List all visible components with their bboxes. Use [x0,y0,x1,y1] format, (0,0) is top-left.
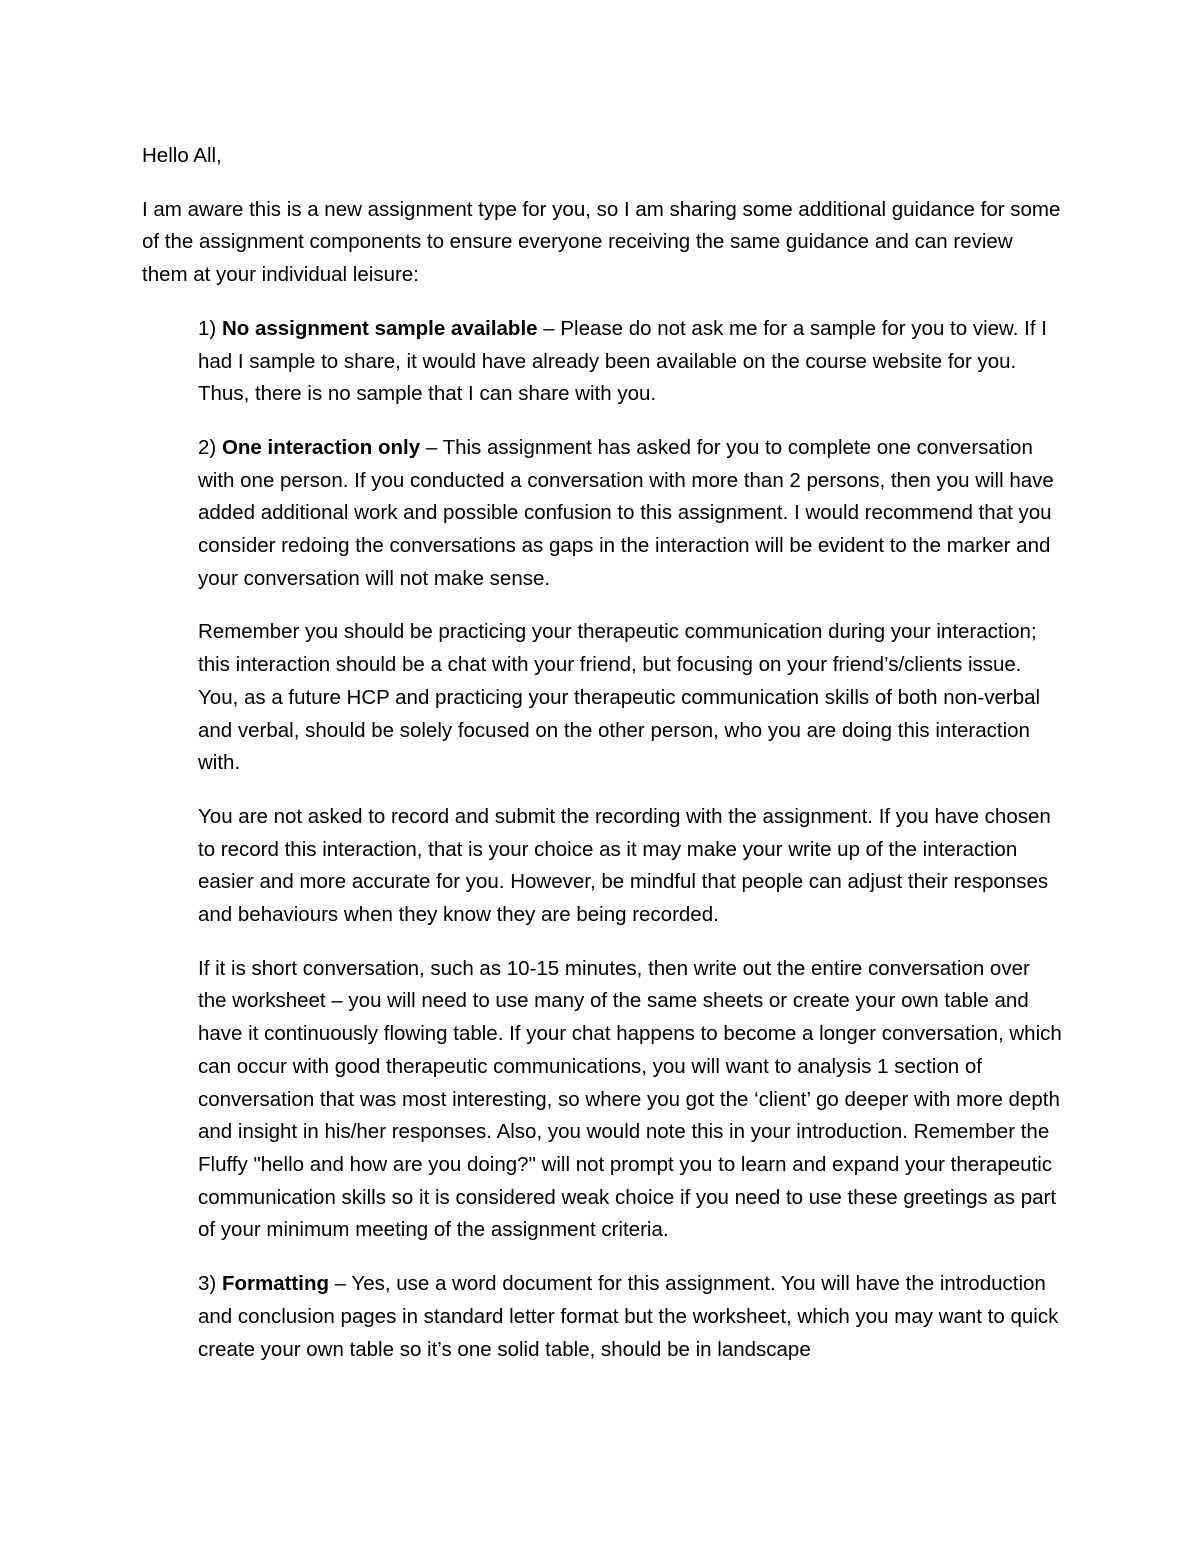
paragraph-remember: Remember you should be practicing your therapeutic communication during your interaction; this interaction should be a chat with your friend, but focusing on your friend’s/clients issue. You, as a future HCP and practicing your therapeutic communication skills of both non-verbal and verbal, should be solely focused on the other person, who you are doing this interaction with. [198,620,1041,775]
intro-paragraph: I am aware this is a new assignment type for you, so I am sharing some additional guidance for some of the assignment components to ensure everyone receiving the same guidance and can review them at your individual leisure: [142,197,1061,287]
item-number: 2) [198,435,217,459]
item-formatting [198,1268,1062,1366]
item-no-sample [198,313,1062,411]
greeting: Hello All, [142,144,222,167]
item-number: 1) [198,316,217,340]
item-dash: – [334,1272,347,1296]
item-title: No assignment sample available [221,316,538,340]
item-title: One interaction only [221,435,421,459]
item-dash: – [543,316,555,340]
paragraph-recording: You are not asked to record and submit the recording with the assignment. If you have chosen to record this interaction, that is your choice as it may make your write up of the interaction easier and more accurate for you. However, be mindful that people can adjust their responses and behaviours when they know they are being recorded. [198,804,1051,927]
item-one-interaction [198,432,1062,596]
document-body [142,140,1062,1387]
item-text: This assignment has asked for you to complete one conversation with one person. If you conducted a conversation with more than 2 persons, then you will have added additional work and possible confusion to this assignment. I would recommend that you consider redoing the conversations as gaps in the interaction will be evident to the marker and your conversation will not make sense. [198,435,1054,590]
item-number: 3) [198,1272,217,1296]
item-text: Please do not ask me for a sample for you to view. If I had I sample to share, it would have already been available on the course website for you. Thus, there is no sample that I can share with you. [198,316,1047,406]
item-title: Formatting [221,1272,329,1296]
item-dash: – [425,435,438,459]
paragraph-short-conversation: If it is short conversation, such as 10-15 minutes, then write out the entire conversation over the worksheet – you will need to use many of the same sheets or create your own table and have it continuously flowing table. If your chat happens to become a longer conversation, which can occur with good therapeutic communications, you will want to analysis 1 section of conversation that was most interesting, so where you got the ‘client’ go deeper with more depth and insight in his/her responses. Also, you would note this in your introduction. Remember the Fluffy "hello and how are you doing?" will not prompt you to learn and expand your therapeutic communication skills so it is considered weak choice if you need to use these greetings as part of your minimum meeting of the assignment criteria. [198,956,1062,1242]
item-text: Yes, use a word document for this assignment. You will have the introduction and conclusion pages in standard letter format but the worksheet, which you may want to quick create your own table so it’s one solid table, should be in landscape [198,1272,1059,1361]
